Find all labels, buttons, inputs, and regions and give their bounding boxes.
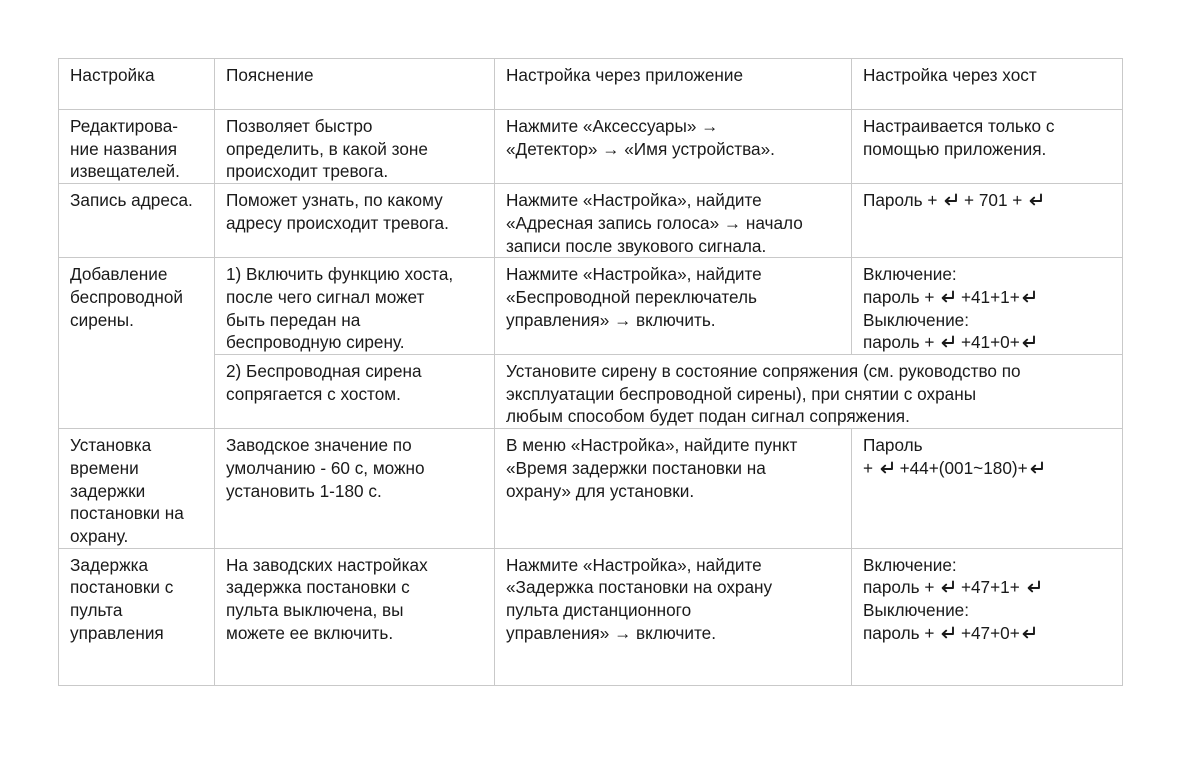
settings-table	[58, 58, 1123, 686]
table-row	[59, 184, 1123, 258]
return-key-icon	[1027, 193, 1044, 207]
return-key-icon	[1028, 461, 1045, 475]
return-key-icon	[942, 193, 959, 207]
host-on-label: Включение:	[863, 554, 957, 575]
app-cell: В меню «Настройка», найдите пункт «Время задержки постановки на охрану» для установки.	[495, 429, 852, 549]
header-cell: Настройка через приложение	[495, 59, 852, 110]
return-key-icon	[939, 580, 956, 594]
table-row	[59, 429, 1123, 549]
host-on-command	[863, 286, 1114, 309]
header-cell: Настройка через хост	[852, 59, 1123, 110]
app-cell: Нажмите «Настройка», найдите «Задержка постановки на охрану пульта дистанционного управления» → включите.	[495, 548, 852, 685]
host-text: +	[863, 457, 878, 478]
return-key-icon	[1020, 626, 1037, 640]
app-cell: Нажмите «Настройка», найдите «Адресная запись голоса» → начало записи после звукового сигнала.	[495, 184, 852, 258]
host-off-label: Выключение:	[863, 309, 970, 330]
merged-cell: Установите сирену в состояние сопряжения (см. руководство по эксплуатации беспроводной сирены), при снятии с охраны любым способом будет подан сигнал сопряжения.	[495, 355, 1123, 429]
explanation-cell: Заводское значение по умолчанию - 60 с, можно установить 1-180 с.	[215, 429, 495, 549]
return-key-icon	[939, 626, 956, 640]
explanation-cell: 2) Беспроводная сирена сопрягается с хостом.	[215, 355, 495, 429]
return-key-icon	[1020, 290, 1037, 304]
table-row	[59, 355, 1123, 429]
host-on-label: Включение:	[863, 264, 957, 285]
host-cell	[852, 429, 1123, 549]
host-command	[863, 457, 1114, 480]
setting-cell: Редактирова- ние названия извещателей.	[59, 110, 215, 184]
host-text: +41+1+	[956, 286, 1020, 307]
setting-cell: Добавление беспроводной сирены.	[59, 258, 215, 429]
host-text: пароль +	[863, 286, 940, 307]
host-cell	[852, 548, 1123, 685]
return-key-icon	[939, 290, 956, 304]
header-cell: Пояснение	[215, 59, 495, 110]
host-text: +41+0+	[956, 332, 1020, 353]
host-text: +47+0+	[956, 622, 1020, 643]
return-key-icon	[878, 461, 895, 475]
host-cell	[852, 184, 1123, 258]
return-key-icon	[1020, 335, 1037, 349]
explanation-cell: Позволяет быстро определить, в какой зоне происходит тревога.	[215, 110, 495, 184]
table-header-row	[59, 59, 1123, 110]
return-key-icon	[939, 335, 956, 349]
table-row	[59, 548, 1123, 685]
explanation-cell: Поможет узнать, по какому адресу происходит тревога.	[215, 184, 495, 258]
setting-cell: Запись адреса.	[59, 184, 215, 258]
host-on-command	[863, 576, 1114, 599]
host-text: + 701 +	[959, 190, 1028, 211]
host-off-label: Выключение:	[863, 600, 970, 621]
host-text: +44+(001~180)+	[894, 457, 1028, 478]
host-cell	[852, 258, 1123, 355]
host-text: Пароль	[863, 435, 923, 456]
table-row	[59, 110, 1123, 184]
host-text: пароль +	[863, 332, 940, 353]
host-text: пароль +	[863, 577, 940, 598]
table-row	[59, 258, 1123, 355]
host-off-command	[863, 622, 1114, 645]
setting-cell: Задержка постановки с пульта управления	[59, 548, 215, 685]
explanation-cell: На заводских настройках задержка постановки с пульта выключена, вы можете ее включить.	[215, 548, 495, 685]
host-off-command	[863, 331, 1114, 354]
explanation-cell: 1) Включить функцию хоста, после чего сигнал может быть передан на беспроводную сирену.	[215, 258, 495, 355]
return-key-icon	[1025, 580, 1042, 594]
host-text: пароль +	[863, 622, 940, 643]
host-text: +47+1+	[956, 577, 1025, 598]
header-cell: Настройка	[59, 59, 215, 110]
host-text: Пароль +	[863, 190, 943, 211]
host-cell: Настраивается только с помощью приложения.	[852, 110, 1123, 184]
app-cell: Нажмите «Настройка», найдите «Беспроводной переключатель управления» → включить.	[495, 258, 852, 355]
app-cell: Нажмите «Аксессуары» → «Детектор» → «Имя устройства».	[495, 110, 852, 184]
setting-cell: Установка времени задержки постановки на охрану.	[59, 429, 215, 549]
